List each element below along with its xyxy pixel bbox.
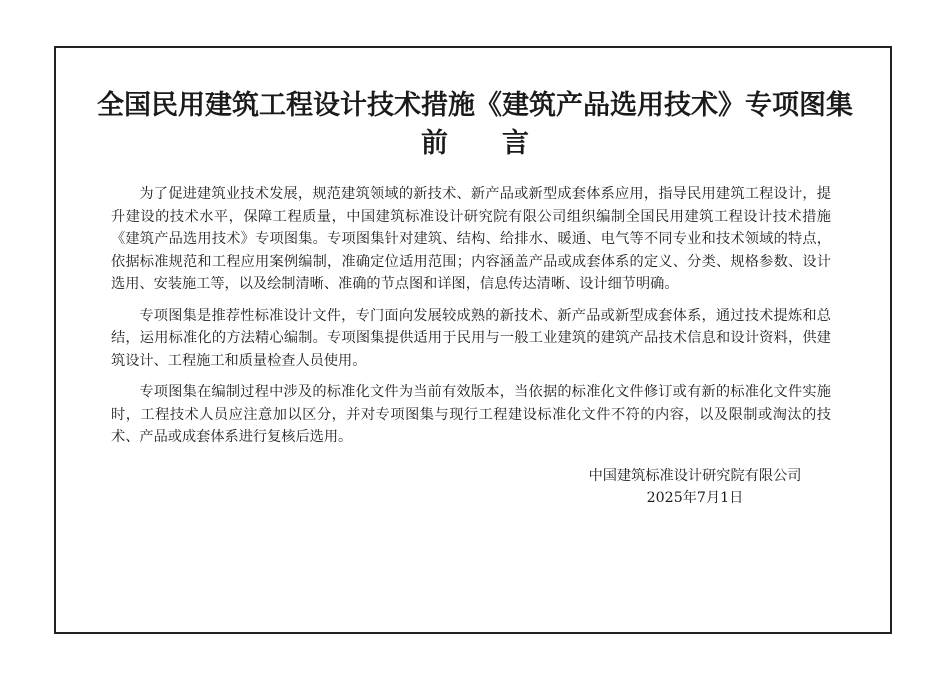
preface-paragraph-2: 专项图集是推荐性标准设计文件，专门面向发展较成熟的新技术、新产品或新型成套体系，通过技术提炼和总结，运用标准化的方法精心编制。专项图集提供适用于民用与一般工业建筑的建筑产品技术信息和设计资料，供建筑设计、工程施工和质量检查人员使用。: [111, 307, 831, 369]
preface-body: [111, 183, 831, 458]
preface-paragraph-3: 专项图集在编制过程中涉及的标准化文件为当前有效版本，当依据的标准化文件修订或有新的标准化文件实施时，工程技术人员应注意加以区分，并对专项图集与现行工程建设标准化文件不符的内容，以及限制或淘汰的技术、产品或成套体系进行复核后选用。: [111, 384, 831, 445]
signature-organization: 中国建筑标准设计研究院有限公司: [588, 468, 802, 484]
section-heading: 前 言: [421, 128, 529, 159]
signature-block: [560, 465, 830, 509]
preface-paragraph-1: 为了促进建筑业技术发展，规范建筑领域的新技术、新产品或新型成套体系应用，指导民用建筑工程设计，提升建设的技术水平，保障工程质量，中国建筑标准设计研究院有限公司组织编制全国民用建筑工程设计技术措施《建筑产品选用技术》专项图集。专项图集针对建筑、结构、给排水、暖通、电气等不同专业和技术领域的特点，依据标准规范和工程应用案例编制，准确定位适用范围；内容涵盖产品或成套体系的定义、分类、规格参数、设计选用、安装施工等，以及绘制清晰、准确的节点图和详图，信息传达清晰、设计细节明确。: [111, 186, 831, 292]
signature-date: 2025年7月1日: [646, 490, 744, 506]
document-title: 全国民用建筑工程设计技术措施《建筑产品选用技术》专项图集: [97, 90, 853, 121]
